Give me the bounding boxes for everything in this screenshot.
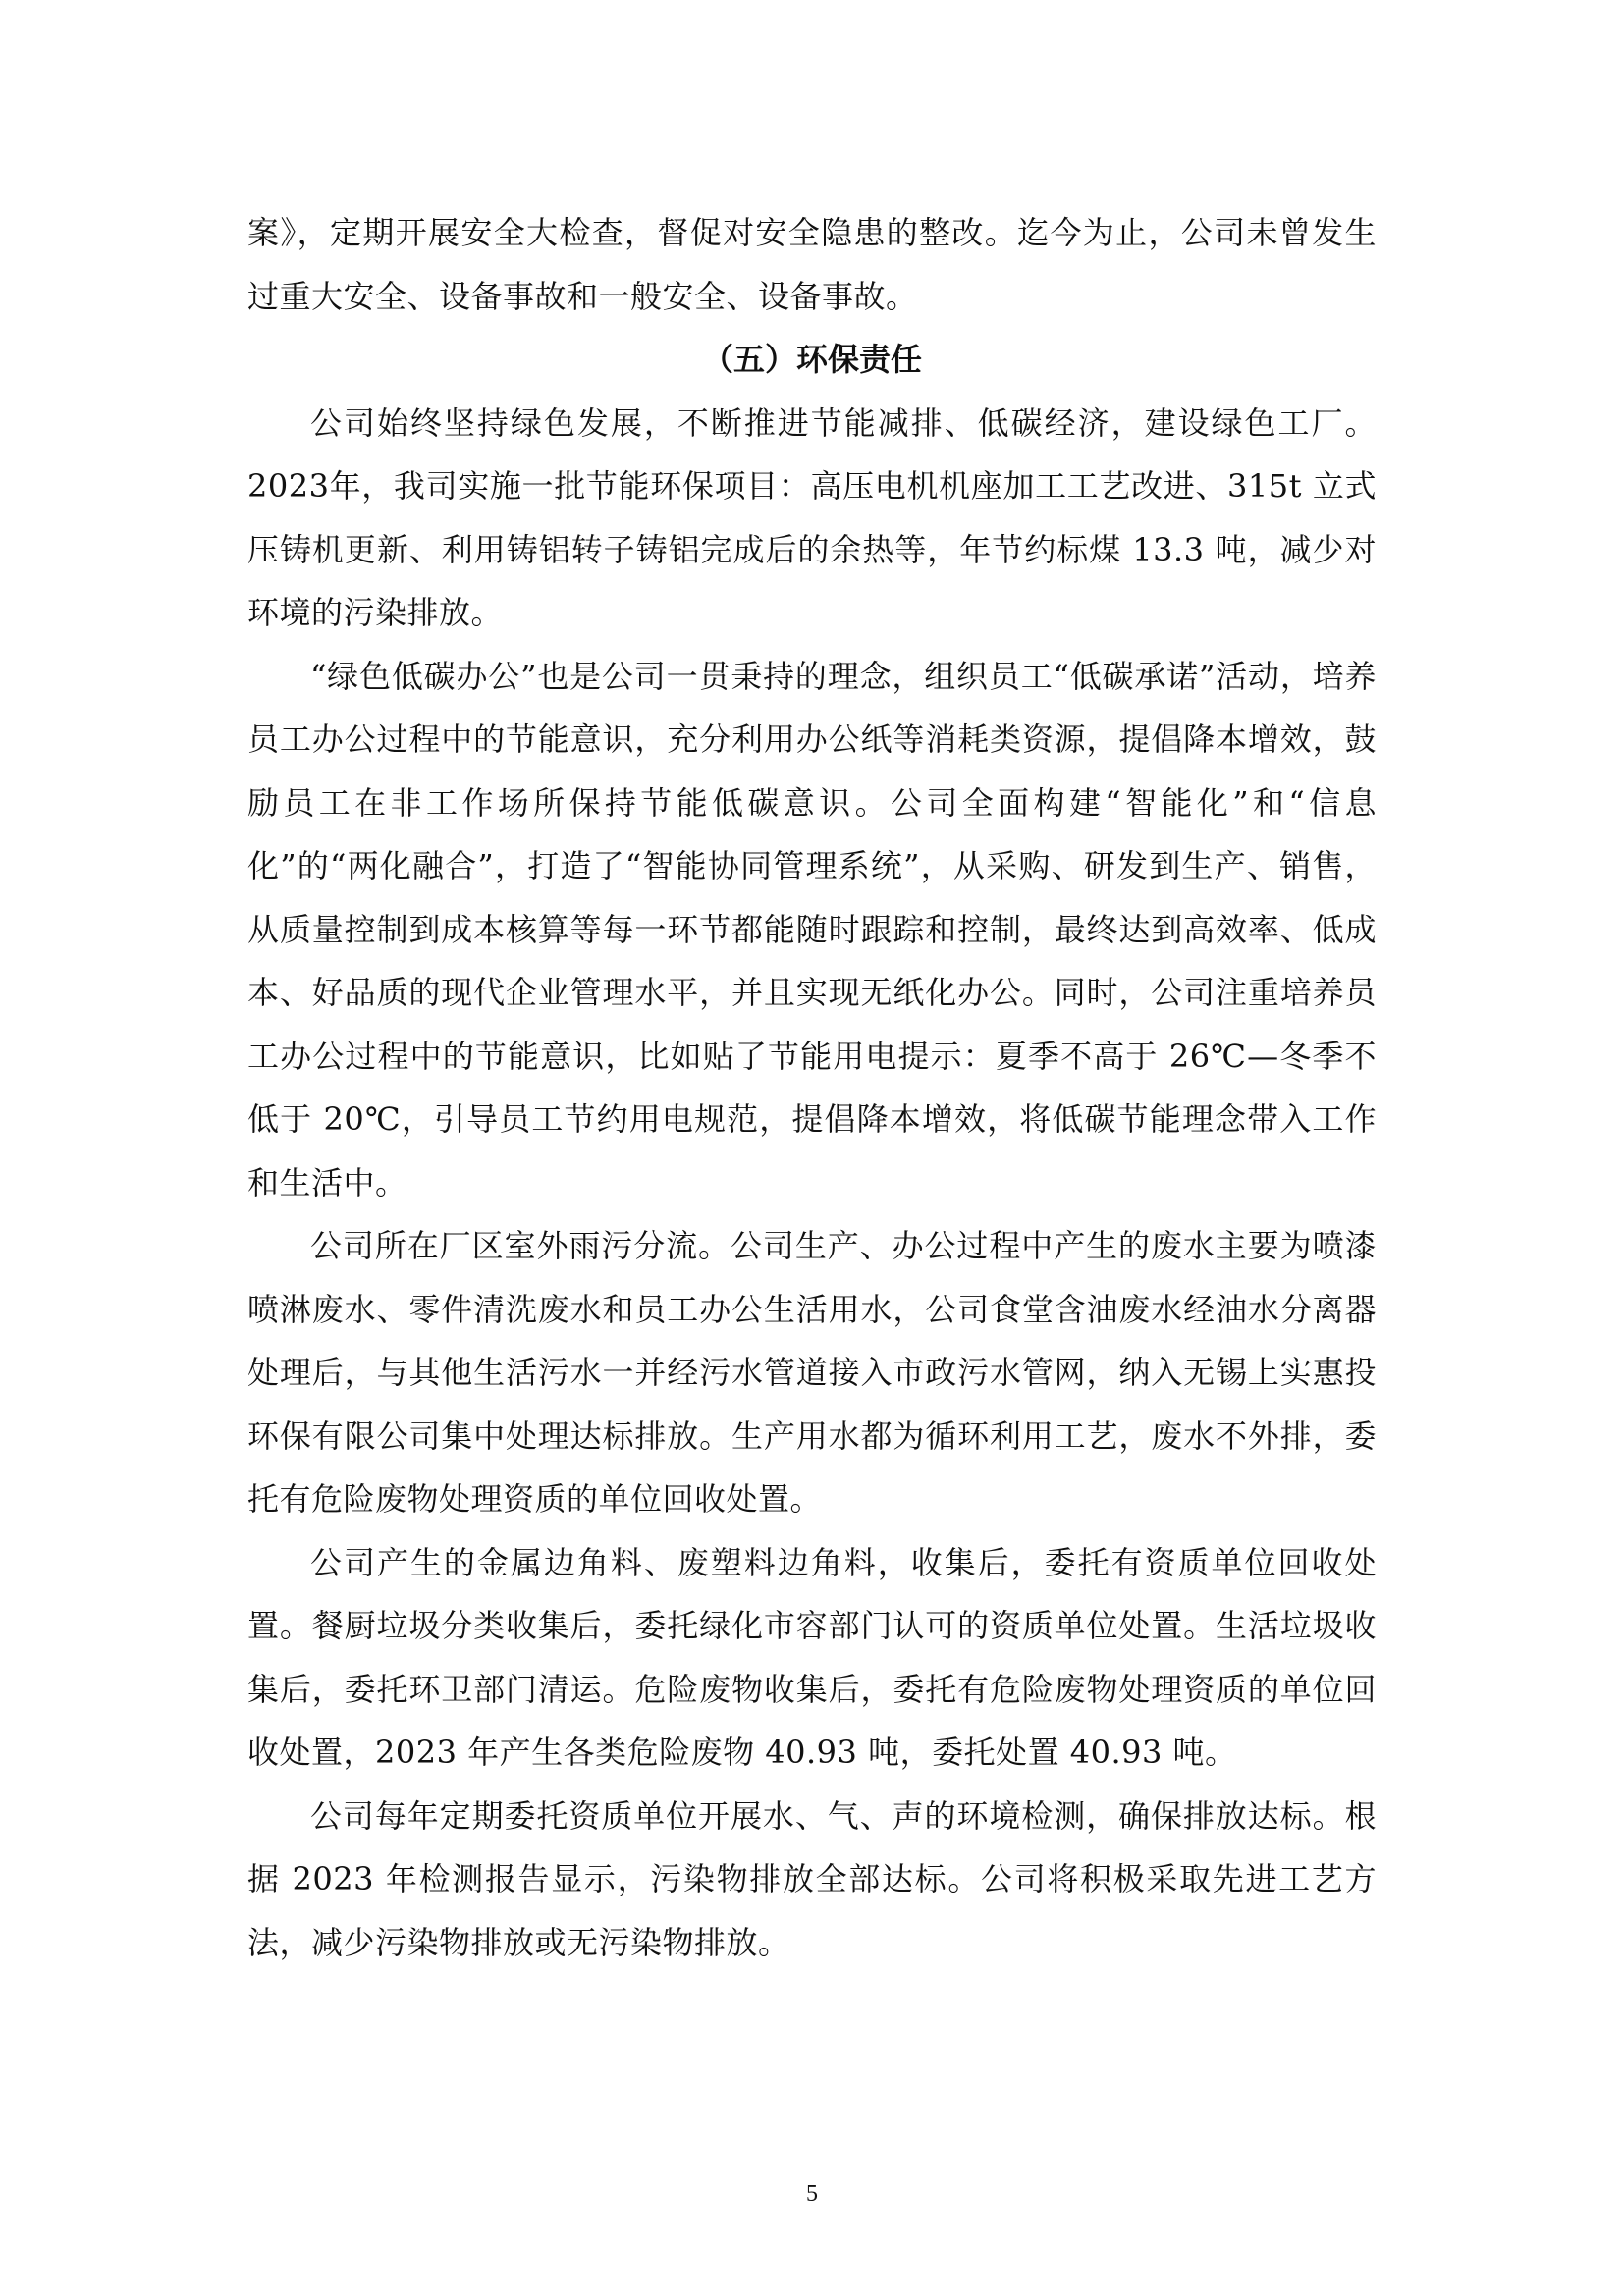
paragraph-energy-projects: 公司始终坚持绿色发展，不断推进节能减排、低碳经济，建设绿色工厂。2023年，我司实施一批节能环保项目：高压电机机座加工工艺改进、315t 立式压铸机更新、利用铸铝转子铸铝完成后的余热等，年节约标煤 13.3 吨，减少对环境的污染排放。 <box>247 403 1377 631</box>
paragraph-wastewater: 公司所在厂区室外雨污分流。公司生产、办公过程中产生的废水主要为喷漆喷淋废水、零件清洗废水和员工办公生活用水，公司食堂含油废水经油水分离器处理后，与其他生活污水一并经污水管道接入市政污水管网，纳入无锡上实惠投环保有限公司集中处理达标排放。生产用水都为循环利用工艺，废水不外排，委托有危险废物处理资质的单位回收处置。 <box>247 1227 1377 1518</box>
paragraph-green-office: “绿色低碳办公”也是公司一贯秉持的理念，组织员工“低碳承诺”活动，培养员工办公过程中的节能意识，充分利用办公纸等消耗类资源，提倡降本增效，鼓励员工在非工作场所保持节能低碳意识。公司全面构建“智能化”和“信息化”的“两化融合”，打造了“智能协同管理系统”，从采购、研发到生产、销售，从质量控制到成本核算等每一环节都能随时跟踪和控制，最终达到高效率、低成本、好品质的现代企业管理水平，并且实现无纸化办公。同时，公司注重培养员工办公过程中的节能意识，比如贴了节能用电提示：夏季不高于 26℃—冬季不低于 20℃，引导员工节约用电规范，提倡降本增效，将低碳节能理念带入工作和生活中。 <box>247 657 1377 1201</box>
page-body <box>247 201 1377 1974</box>
section-heading: （五）环保责任 <box>701 341 922 378</box>
continuation-paragraph: 案》，定期开展安全大检查，督促对安全隐患的整改。迄今为止，公司未曾发生过重大安全、设备事故和一般安全、设备事故。 <box>247 214 1377 315</box>
page-number: 5 <box>806 2181 818 2207</box>
paragraph-solid-waste: 公司产生的金属边角料、废塑料边角料，收集后，委托有资质单位回收处置。餐厨垃圾分类收集后，委托绿化市容部门认可的资质单位处置。生活垃圾收集后，委托环卫部门清运。危险废物收集后，委托有危险废物处理资质的单位回收处置，2023 年产生各类危险废物 40.93 吨，委托处置 40.93 吨。 <box>247 1543 1377 1771</box>
paragraph-monitoring: 公司每年定期委托资质单位开展水、气、声的环境检测，确保排放达标。根据 2023 年检测报告显示，污染物排放全部达标。公司将积极采取先进工艺方法，减少污染物排放或无污染物排放。 <box>247 1796 1377 1961</box>
